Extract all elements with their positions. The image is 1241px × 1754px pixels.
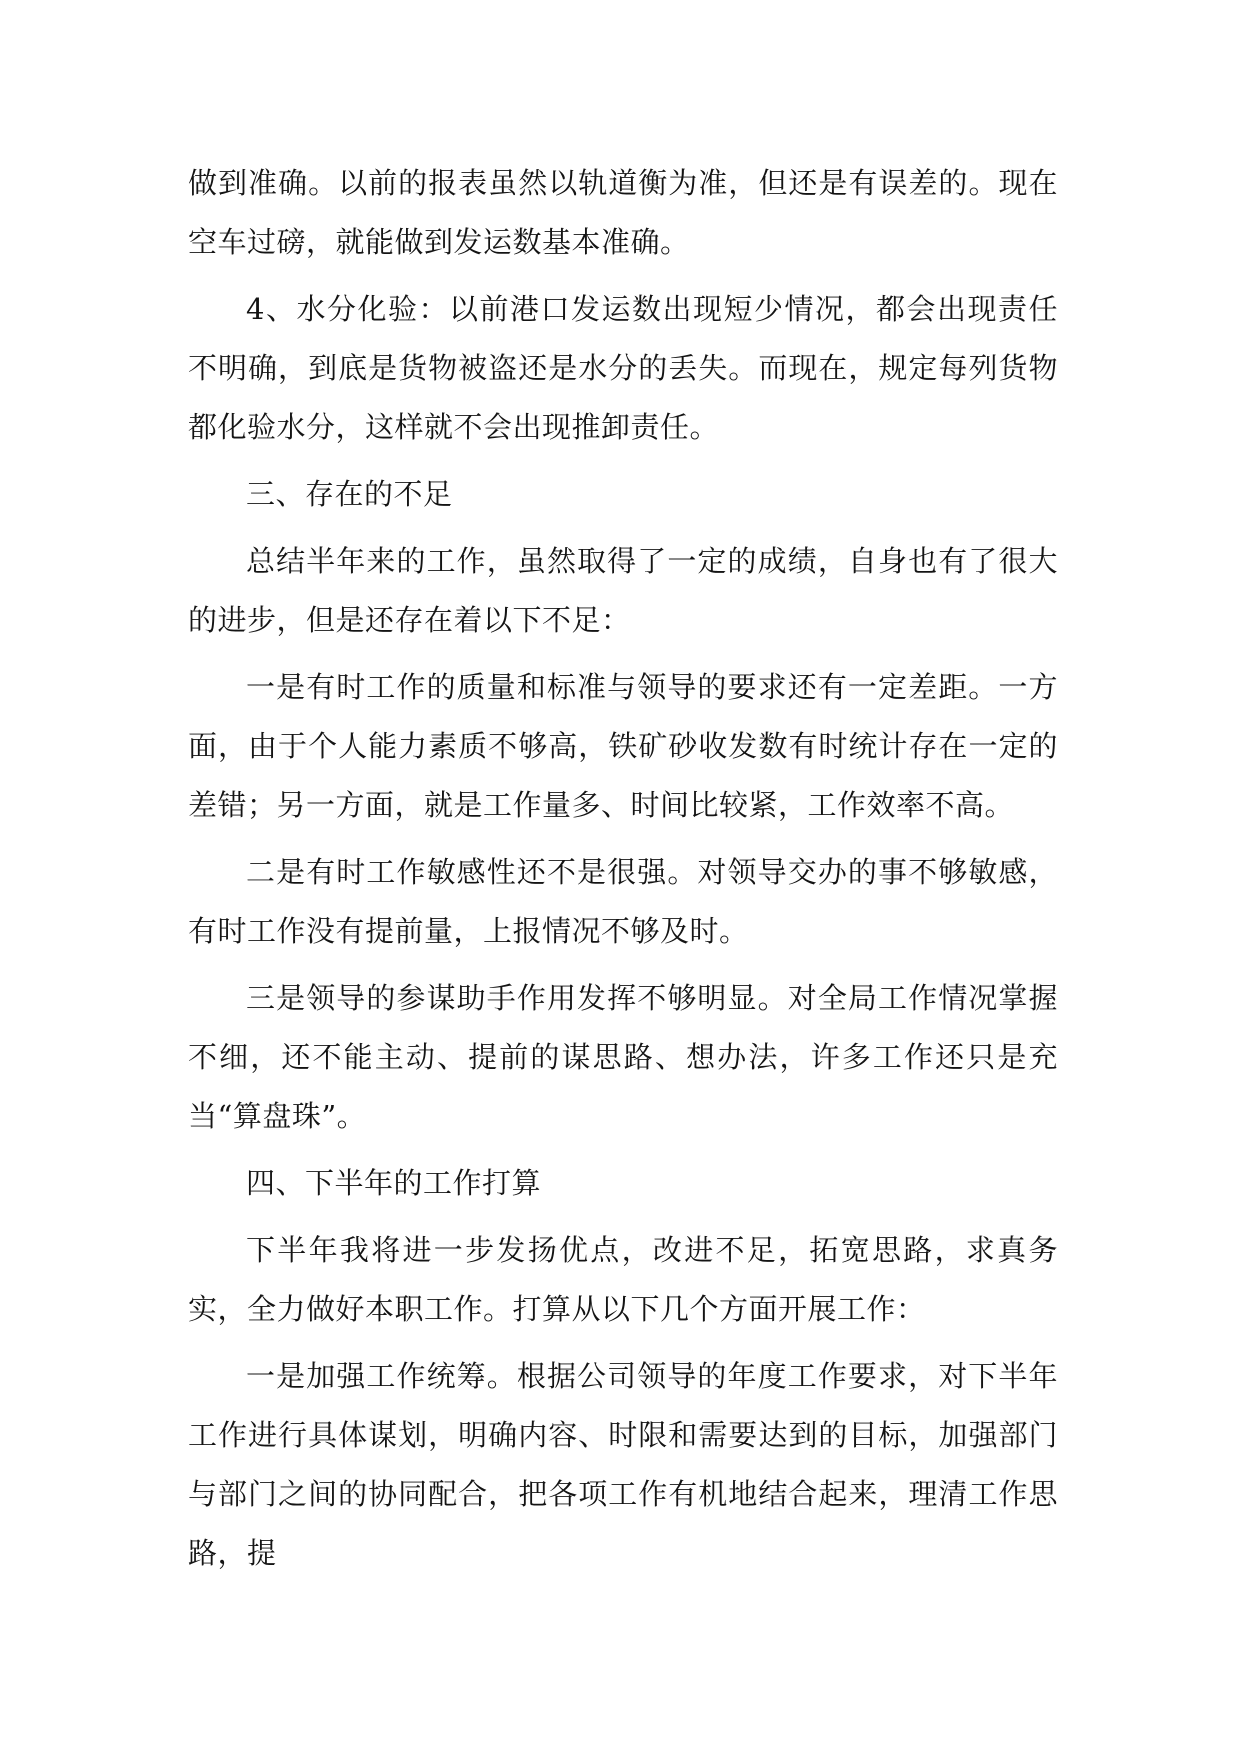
paragraph-water-test: 4、水分化验：以前港口发运数出现短少情况，都会出现责任不明确，到底是货物被盗还是水分的丢失。而现在，规定每列货物都化验水分，这样就不会出现推卸责任。 xyxy=(188,292,1058,444)
paragraph-plans-intro: 下半年我将进一步发扬优点，改进不足，拓宽思路，求真务实，全力做好本职工作。打算从以下几个方面开展工作： xyxy=(188,1233,1058,1326)
paragraph-shortcoming-2: 二是有时工作敏感性还不是很强。对领导交办的事不够敏感，有时工作没有提前量，上报情况不够及时。 xyxy=(188,855,1058,948)
paragraph-plan-1: 一是加强工作统筹。根据公司领导的年度工作要求，对下半年工作进行具体谋划，明确内容、时限和需要达到的目标，加强部门与部门之间的协同配合，把各项工作有机地结合起来，理清工作思路，提 xyxy=(188,1359,1058,1570)
paragraph-continued: 做到准确。以前的报表虽然以轨道衡为准，但还是有误差的。现在空车过磅，就能做到发运数基本准确。 xyxy=(188,166,1058,259)
document-body xyxy=(188,154,1058,1591)
paragraph-summary: 总结半年来的工作，虽然取得了一定的成绩，自身也有了很大的进步，但是还存在着以下不足： xyxy=(188,544,1058,637)
paragraph-shortcoming-1: 一是有时工作的质量和标准与领导的要求还有一定差距。一方面，由于个人能力素质不够高，铁矿砂收发数有时统计存在一定的差错；另一方面，就是工作量多、时间比较紧，工作效率不高。 xyxy=(188,670,1058,822)
paragraph-shortcoming-3: 三是领导的参谋助手作用发挥不够明显。对全局工作情况掌握不细，还不能主动、提前的谋思路、想办法，许多工作还只是充当“算盘珠”。 xyxy=(188,981,1058,1133)
section-heading-shortcomings: 三、存在的不足 xyxy=(246,477,453,511)
section-heading-plans: 四、下半年的工作打算 xyxy=(246,1166,542,1200)
